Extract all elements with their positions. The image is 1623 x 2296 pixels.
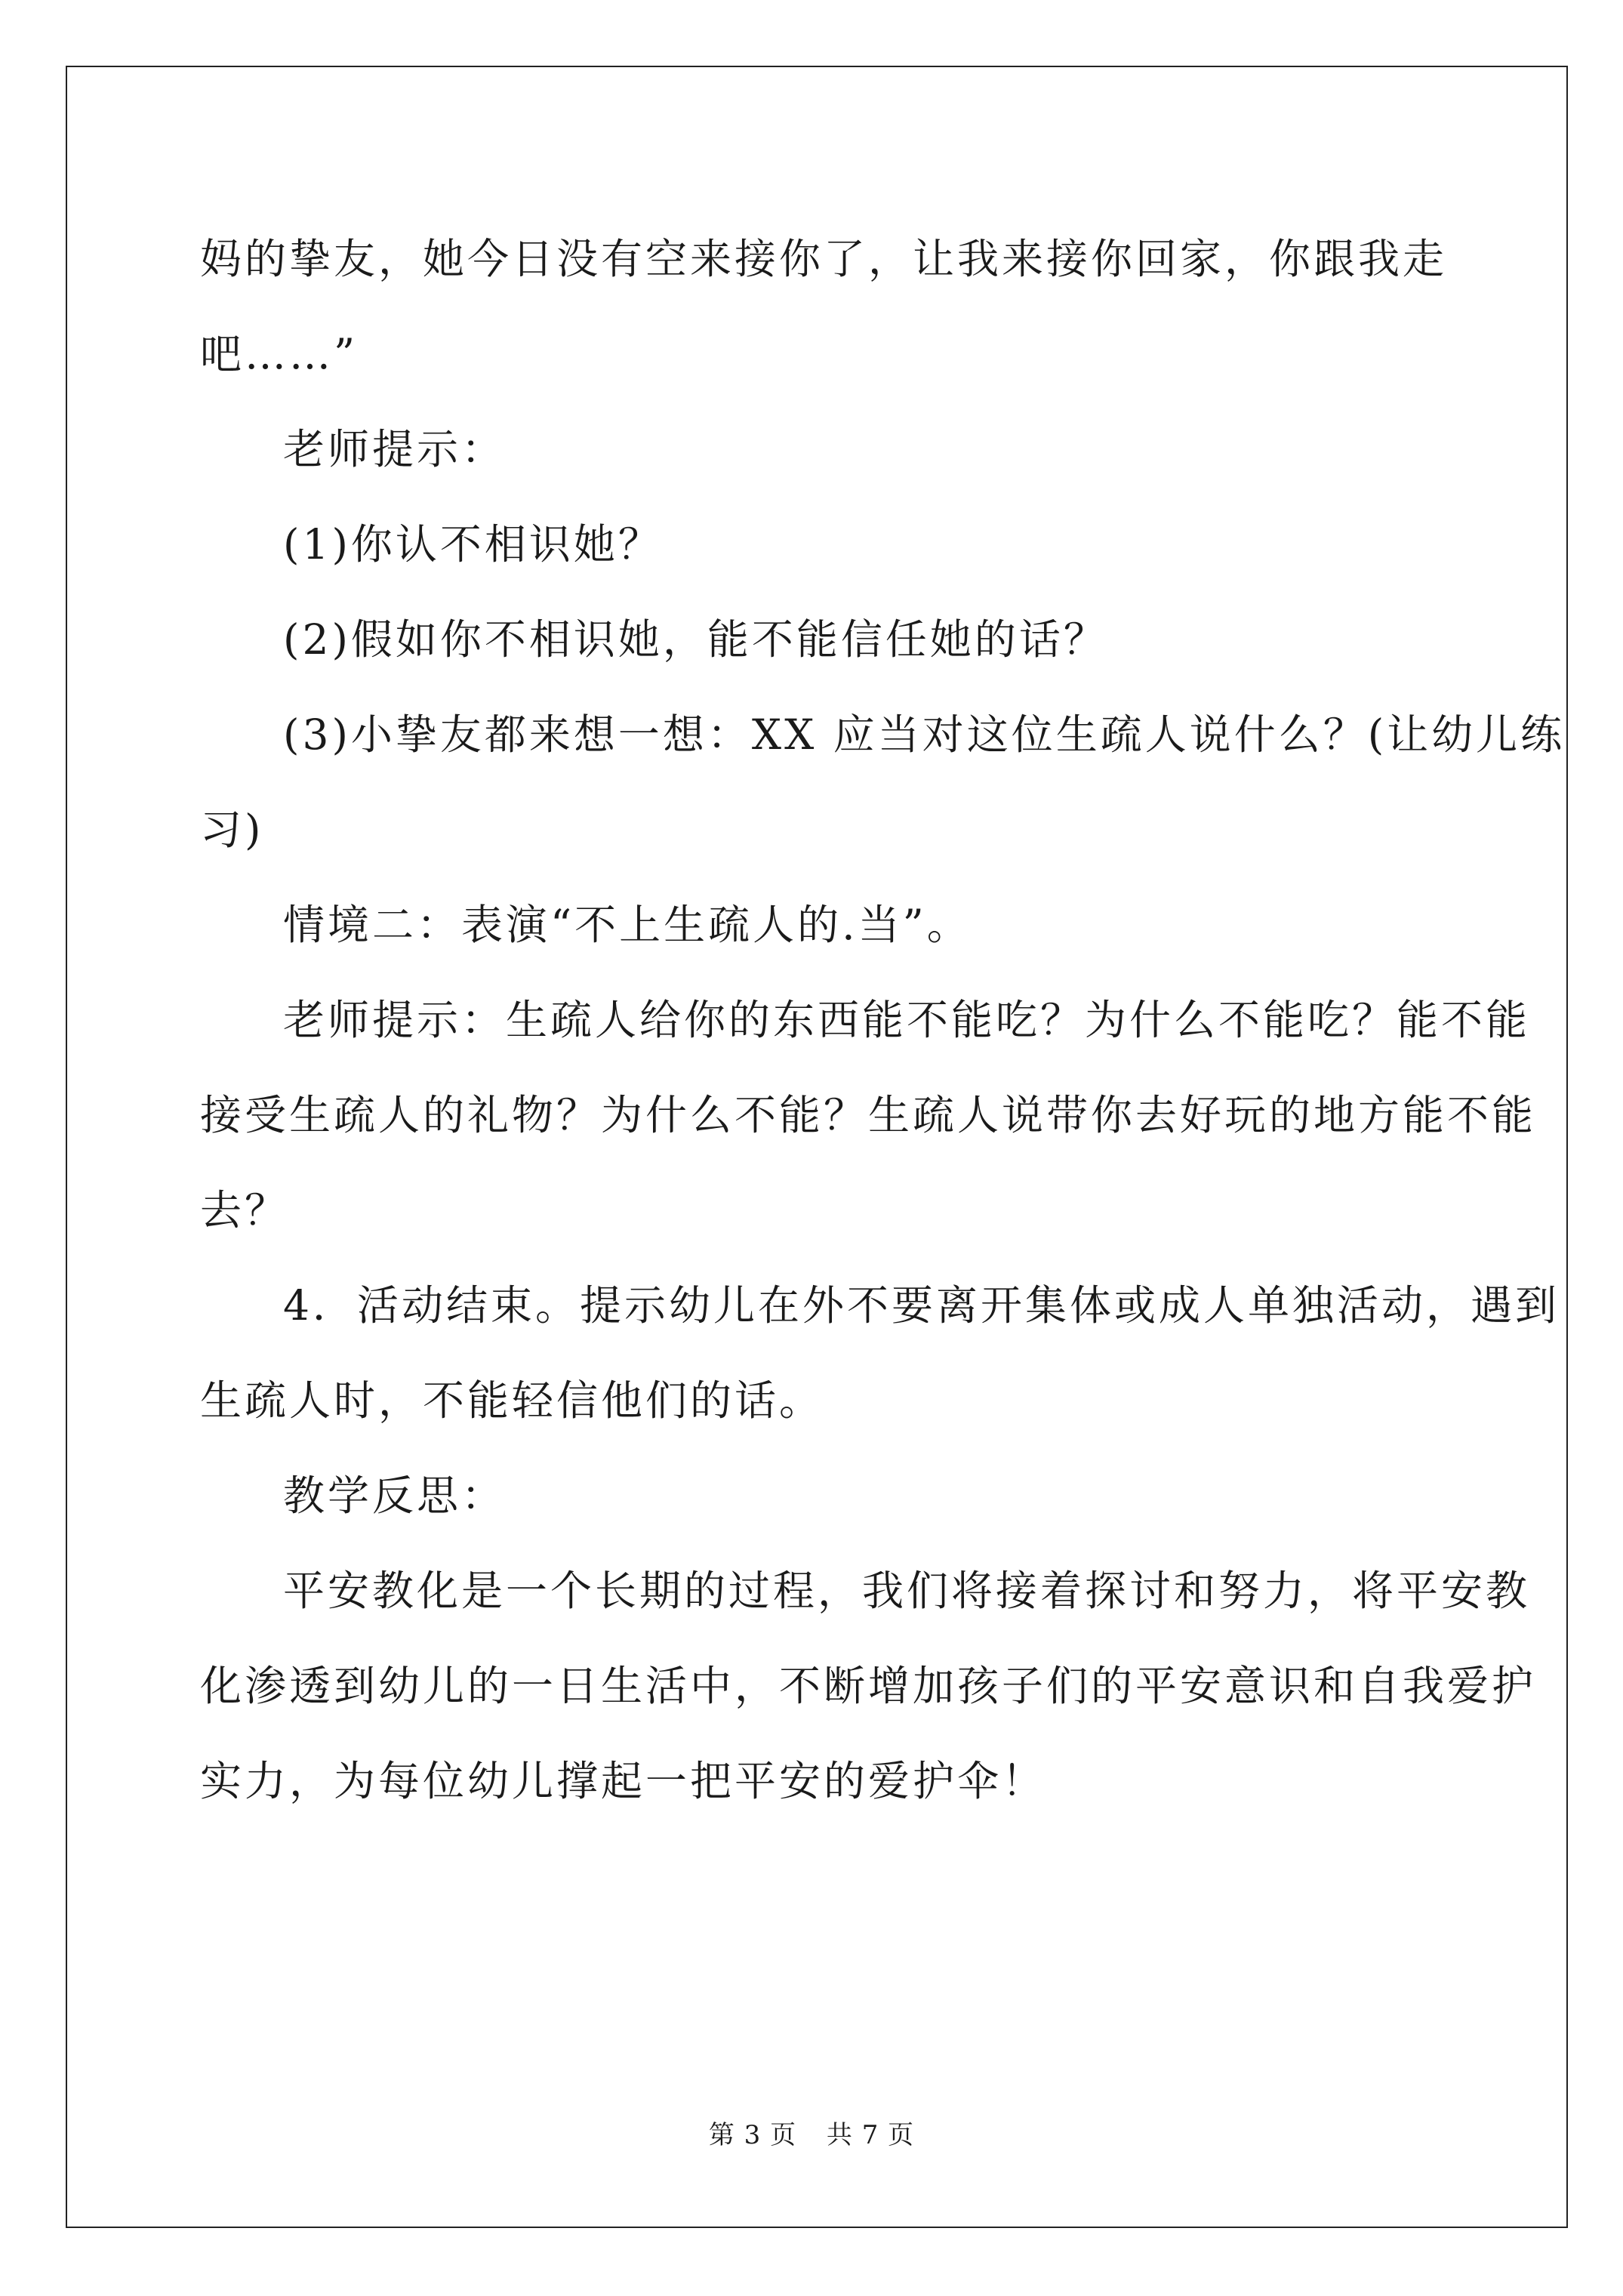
- paragraph: [200, 877, 1431, 972]
- paragraph-line: 情境二：表演“不上生疏人的.当”。: [283, 901, 972, 949]
- paragraph: [200, 972, 1537, 1258]
- paragraph: [200, 687, 1566, 877]
- paragraph-line: (2)假如你不相识她，能不能信任她的话？: [283, 615, 1108, 664]
- paragraph: [200, 1448, 1431, 1543]
- paragraph-line: 习): [200, 806, 264, 854]
- paragraph: [200, 1258, 1560, 1448]
- paragraph-line: 平安教化是一个长期的过程，我们将接着探讨和努力，将平安教: [283, 1567, 1531, 1615]
- page-number: 第 3 页: [708, 2120, 797, 2150]
- page-total: 共 7 页: [826, 2120, 915, 2150]
- paragraph-line: 接受生疏人的礼物？为什么不能？生疏人说带你去好玩的地方能不能: [200, 1091, 1537, 1139]
- paragraph-line: 4．活动结束。提示幼儿在外不要离开集体或成人单独活动，遇到: [283, 1281, 1560, 1330]
- paragraph-line: 去？: [200, 1186, 290, 1234]
- paragraph-line: 生疏人时，不能轻信他们的话。: [200, 1376, 824, 1425]
- paragraph-line: 老师提示：: [283, 425, 507, 473]
- paragraph-line: 妈的挚友，她今日没有空来接你了，让我来接你回家，你跟我走: [200, 235, 1448, 283]
- paragraph: [200, 497, 1431, 592]
- paragraph-line: 老师提示：生疏人给你的东西能不能吃？为什么不能吃？能不能: [283, 996, 1531, 1044]
- paragraph-line: 化渗透到幼儿的一日生活中，不断增加孩子们的平安意识和自我爱护: [200, 1662, 1537, 1710]
- paragraph: [200, 211, 1448, 402]
- paragraph: [200, 1543, 1537, 1829]
- document-body: [200, 211, 1566, 1829]
- paragraph: [200, 402, 1431, 497]
- paragraph-line: (3)小挚友都来想一想：XX 应当对这位生疏人说什么？(让幼儿练: [283, 710, 1566, 759]
- page-footer: [0, 2114, 1623, 2151]
- paragraph: [200, 592, 1431, 687]
- paragraph-line: (1)你认不相识她？: [283, 520, 663, 569]
- paragraph-line: 吧……”: [200, 330, 359, 378]
- paragraph-line: 教学反思：: [283, 1472, 507, 1520]
- paragraph-line: 实力，为每位幼儿撑起一把平安的爱护伞！: [200, 1757, 1047, 1805]
